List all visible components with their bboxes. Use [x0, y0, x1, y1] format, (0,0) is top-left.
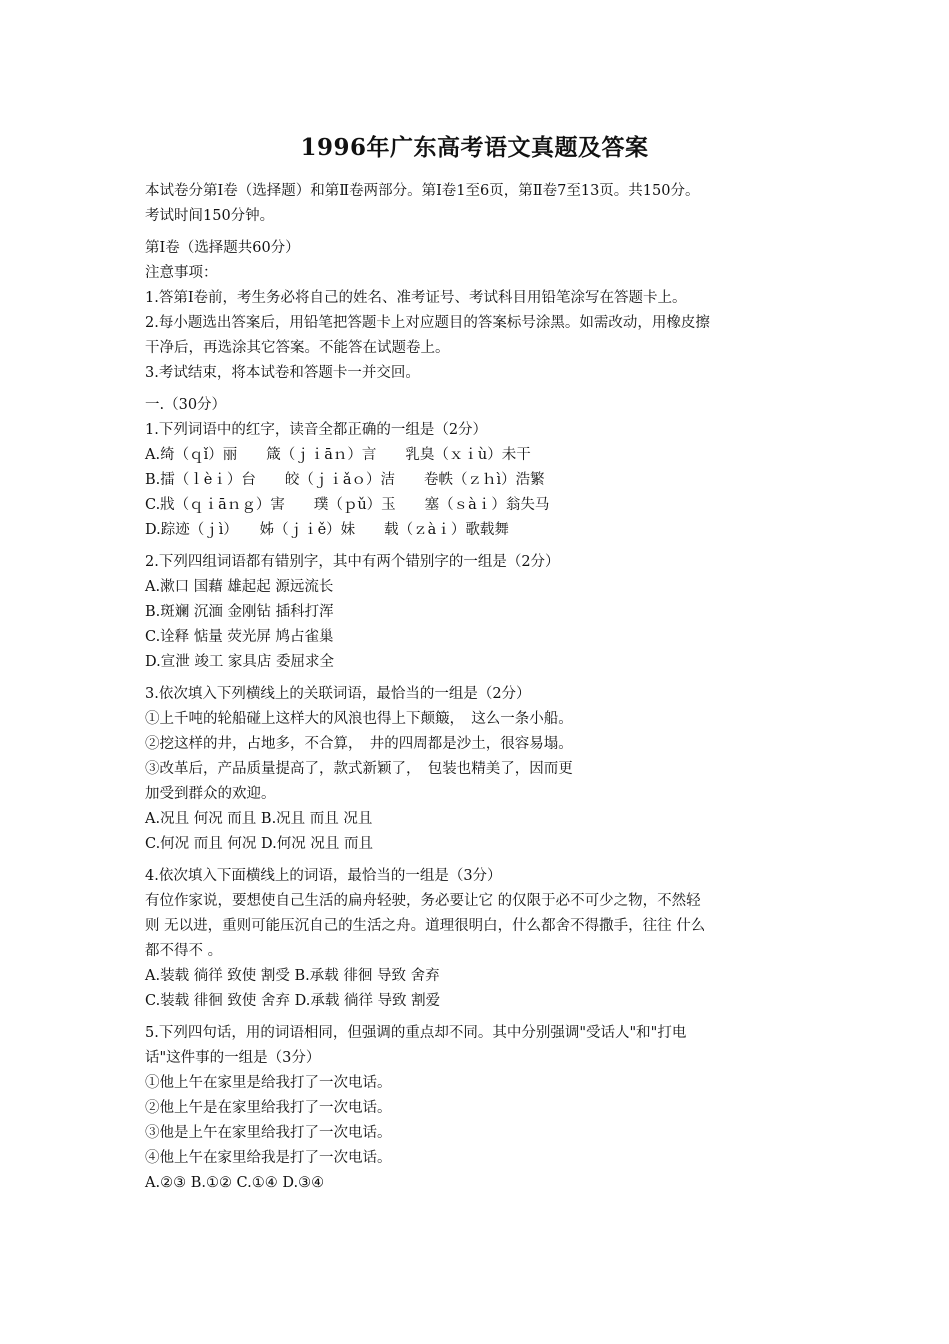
question-1	[145, 418, 825, 543]
question-2	[145, 550, 825, 675]
part-heading: 第Ⅰ卷（选择题共60分）	[145, 240, 300, 256]
question-3	[145, 682, 825, 857]
document-body	[145, 179, 825, 1196]
question-stem: 3.依次填入下列横线上的关联词语，最恰当的一组是（2分）	[145, 686, 531, 702]
question-stem: 1.下列词语中的红字，读音全都正确的一组是（2分）	[145, 422, 488, 438]
notes-heading: 注意事项：	[145, 265, 218, 281]
note-line: 干净后，再选涂其它答案。不能答在试题卷上。	[145, 340, 450, 356]
question-option: D.踪迹（ｊì） 姊（ｊｉě）妹 载（ｚàｉ）歌载舞	[145, 522, 509, 538]
part1-instructions	[145, 236, 825, 386]
note-line: 3.考试结束，将本试卷和答题卡一并交回。	[145, 365, 420, 381]
note-line: 2.每小题选出答案后，用铅笔把答题卡上对应题目的答案标号涂黑。如需改动，用橡皮擦	[145, 315, 710, 331]
question-option: C.戕（ｑｉāｎｇ）害 璞（ｐǔ）玉 塞（ｓàｉ）翁失马	[145, 497, 550, 513]
question-option: A.绮（ｑǐ）丽 箴（ｊｉāｎ）言 乳臭（ｘｉù）未干	[145, 447, 531, 463]
intro-line: 本试卷分第Ⅰ卷（选择题）和第Ⅱ卷两部分。第Ⅰ卷1至6页，第Ⅱ卷7至13页。共150分。	[145, 183, 700, 199]
question-option: D.宣泄 竣工 家具店 委屈求全	[145, 654, 335, 670]
intro-paragraph	[145, 179, 825, 229]
question-option: C.诠释 惦量 荧光屏 鸠占雀巢	[145, 629, 334, 645]
question-4	[145, 864, 825, 1014]
question-text: ①上千吨的轮船碰上这样大的风浪也得上下颠簸， 这么一条小船。	[145, 711, 573, 727]
question-text: ③他是上午在家里给我打了一次电话。	[145, 1125, 392, 1141]
question-option: C.何况 而且 何况 D.何况 况且 而且	[145, 836, 373, 852]
question-text: ①他上午在家里是给我打了一次电话。	[145, 1075, 392, 1091]
section-heading: 一.（30分）	[145, 397, 227, 413]
question-text: ③改革后，产品质量提高了，款式新颖了， 包装也精美了，因而更	[145, 761, 573, 777]
question-option: A.装载 徜徉 致使 割受 B.承载 徘徊 导致 舍弃	[145, 968, 440, 984]
intro-line: 考试时间150分钟。	[145, 208, 275, 224]
note-line: 1.答第Ⅰ卷前，考生务必将自己的姓名、准考证号、考试科目用铅笔涂写在答题卡上。	[145, 290, 687, 306]
question-option: B.斑斓 沉湎 金刚钻 插科打浑	[145, 604, 334, 620]
question-text: 加受到群众的欢迎。	[145, 786, 276, 802]
question-text: 则 无以进，重则可能压沉自己的生活之舟。道理很明白，什么都舍不得撒手，往往 什么	[145, 918, 706, 934]
question-option: C.装载 徘徊 致使 舍弃 D.承载 徜徉 导致 割爱	[145, 993, 441, 1009]
question-option: B.擂（ｌèｉ）台 皎（ｊｉǎｏ）洁 卷帙（ｚｈì）浩繁	[145, 472, 545, 488]
question-text: ②他上午是在家里给我打了一次电话。	[145, 1100, 392, 1116]
question-5	[145, 1021, 825, 1196]
question-text: ④他上午在家里给我是打了一次电话。	[145, 1150, 392, 1166]
question-text: ②挖这样的井，占地多，不合算， 井的四周都是沙土，很容易塌。	[145, 736, 573, 752]
question-option: A.②③ B.①② C.①④ D.③④	[145, 1175, 325, 1191]
question-stem: 2.下列四组词语都有错别字，其中有两个错别字的一组是（2分）	[145, 554, 560, 570]
question-option: A.漱口 国藉 雄起起 源远流长	[145, 579, 334, 595]
question-stem: 4.依次填入下面横线上的词语，最恰当的一组是（3分）	[145, 868, 502, 884]
question-text: 都不得不 。	[145, 943, 223, 959]
question-stem: 5.下列四句话，用的词语相同，但强调的重点却不同。其中分别强调"受话人"和"打电	[145, 1025, 687, 1041]
page-title: 1996年广东高考语文真题及答案	[300, 134, 649, 161]
question-stem: 话"这件事的一组是（3分）	[145, 1050, 321, 1066]
question-text: 有位作家说，要想使自己生活的扁舟轻驶，务必要让它 的仅限于必不可少之物，不然轻	[145, 893, 701, 909]
question-option: A.况且 何况 而且 B.况且 而且 况且	[145, 811, 373, 827]
